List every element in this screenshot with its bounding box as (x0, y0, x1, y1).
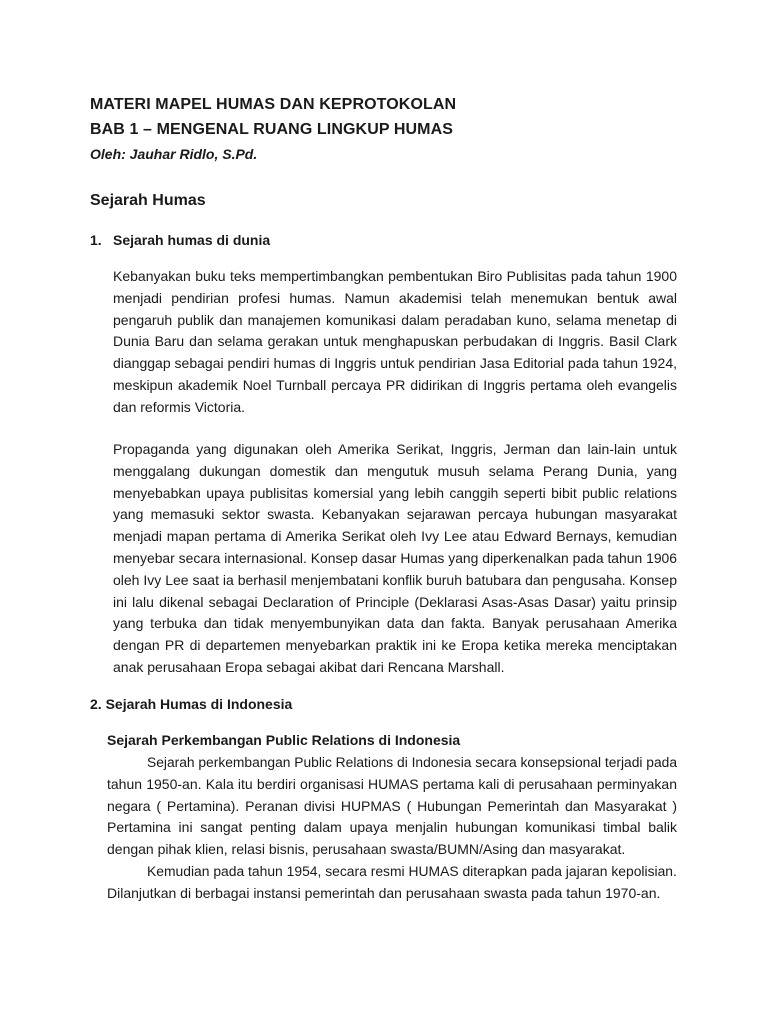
paragraph-line: Kemudian pada tahun 1954, secara resmi HUMAS diterapkan pada jajaran kepolisian. (147, 863, 677, 879)
paragraph-line: dengan pihak klien, relasi bisnis, perusahaan swasta/BUMN/Asing dan masyarakat. (107, 841, 626, 858)
subsection-2-heading: 2. Sejarah Humas di Indonesia (90, 696, 293, 712)
paragraph-line: Pertamina ini sangat penting dalam upaya menjalin hubungan komunikasi timbal balik (107, 819, 677, 836)
paragraph-line: Dilanjutkan di berbagai instansi pemerintah dan perusahaan swasta pada tahun 1970-an. (107, 884, 661, 901)
paragraph-line: menyebar secara internasional. Konsep dasar Humas yang diperkenalkan pada tahun 1906 (113, 549, 677, 566)
paragraph-line: yang terbuka dan tidak menyembunyikan data dan fakta. Banyak perusahaan Amerika (113, 615, 677, 632)
paragraph-line: anak perusahaan Eropa sebagai akibat dari Rencana Marshall. (113, 658, 505, 675)
document-title-line-2: BAB 1 – MENGENAL RUANG LINGKUP HUMAS (90, 121, 454, 138)
paragraph-line: Dunia Baru dan selama gerakan untuk menghapuskan perbudakan di Inggris. Basil Clark (113, 333, 677, 350)
paragraph-line: yang memasuki sektor swasta. Kebanyakan sejarawan percaya hubungan masyarakat (113, 506, 677, 523)
paragraph-line: ini lalu dikenal sebagai Declaration of Principle (Deklarasi Asas-Asas Dasar) yaitu prinsip (113, 593, 677, 610)
paragraph-line: dianggap sebagai pendiri humas di Inggris untuk pendirian Jasa Editorial pada tahun 1924, (113, 355, 677, 372)
subsection-2-paragraph-1 (107, 752, 677, 861)
paragraph-line: dengan PR di departemen menyebarkan praktik ini ke Eropa ketika mereka menciptakan (113, 637, 677, 654)
subsection-1-paragraph-2 (113, 439, 677, 679)
document-title-line-1: MATERI MAPEL HUMAS DAN KEPROTOKOLAN (90, 96, 457, 113)
section-heading-sejarah-humas: Sejarah Humas (90, 192, 206, 209)
paragraph-line: menyebabkan upaya publisitas komersial yang lebih canggih seperti bibit public relations (113, 484, 677, 501)
subsection-2-subheading: Sejarah Perkembangan Public Relations di Indonesia (107, 732, 461, 748)
paragraph-line: meskipun akademik Noel Turnball percaya PR didirikan di Inggris pertama oleh evangelis (113, 376, 677, 393)
paragraph-line: menjadi pendirian profesi humas. Namun akademisi telah menemukan bentuk awal (113, 289, 677, 306)
paragraph-line: pengaruh publik dan manajemen komunikasi dalam peradaban kuno, selama menetap di (113, 311, 677, 328)
paragraph-line: tahun 1950-an. Kala itu berdiri organisasi HUMAS pertama kali di perusahaan perminyakan (107, 775, 677, 792)
paragraph-line: menggalang dukungan domestik dan mengutuk musuh selama Perang Dunia, yang (113, 462, 677, 479)
paragraph-line: dan reformis Victoria. (113, 398, 246, 415)
paragraph-line: Kebanyakan buku teks mempertimbangkan pembentukan Biro Publisitas pada tahun 1900 (113, 268, 677, 284)
subsection-1-paragraph-1 (113, 266, 677, 419)
paragraph-line: menjadi mapan pertama di Amerika Serikat oleh Ivy Lee atau Edward Bernays, kemudian (113, 528, 677, 545)
subsection-2-paragraph-2 (107, 861, 677, 905)
paragraph-line: Propaganda yang digunakan oleh Amerika Serikat, Inggris, Jerman dan lain-lain untuk (113, 441, 677, 457)
subsection-1-number: 1. (90, 232, 102, 248)
paragraph-line: Sejarah perkembangan Public Relations di Indonesia secara konsepsional terjadi pada (147, 754, 677, 770)
author-line: Oleh: Jauhar Ridlo, S.Pd. (90, 146, 258, 162)
subsection-1-heading: Sejarah humas di dunia (113, 232, 271, 248)
paragraph-line: oleh Ivy Lee saat ia berhasil menjembatani konflik buruh batubara dan pengusaha. Konsep (113, 571, 677, 588)
paragraph-line: negara ( Pertamina). Peranan divisi HUPMAS ( Hubungan Pemerintah dan Masyarakat ) (107, 797, 677, 814)
